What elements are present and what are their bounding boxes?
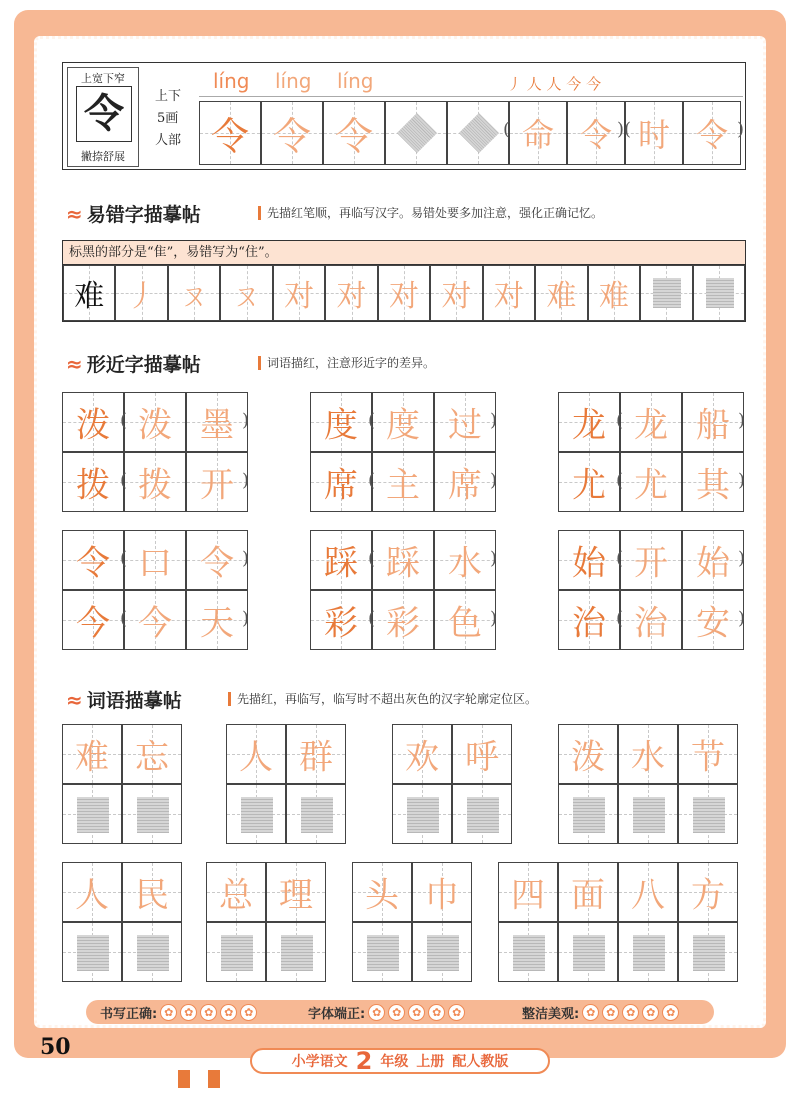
similar-char-cell (62, 452, 124, 512)
paren: ( (503, 119, 511, 140)
pinyin-1: líng (213, 69, 250, 93)
section2-note: 词语描红，注意形近字的差异。 (258, 356, 435, 370)
word-char: 群 (299, 737, 333, 778)
radical-label: 人部 (155, 133, 182, 148)
word-char: 民 (135, 875, 169, 916)
word-char: 墨 (200, 405, 234, 446)
section2-title-text: 形近字描摹帖 (86, 354, 201, 376)
pinyin-3: líng (337, 69, 374, 93)
outline-guide (653, 278, 681, 308)
section3-title-text: 词语描摹帖 (86, 690, 182, 712)
bottom-label: 撇捺舒展 (81, 150, 125, 163)
stroke-step: 丿 (126, 279, 157, 314)
word-trace-cell (372, 590, 434, 650)
stroke-step-cell (325, 265, 377, 321)
similar-char-cell (310, 392, 372, 452)
word-trace-cell (372, 392, 434, 452)
outline-guide (459, 113, 499, 153)
outline-guide (706, 278, 734, 308)
word-trace-cell (678, 724, 738, 784)
similar-char-cell (62, 392, 124, 452)
paren: ) (490, 608, 498, 629)
word-trace-cell (226, 724, 286, 784)
stroke-step: 对 (388, 279, 419, 314)
stroke-step: 对 (336, 279, 367, 314)
word-trace-cell (498, 862, 558, 922)
star-icon[interactable]: ✿ (368, 1004, 385, 1021)
paren: ) (738, 470, 746, 491)
word-char: 泼 (138, 405, 172, 446)
paren: )( (617, 119, 632, 140)
star-icon[interactable]: ✿ (622, 1004, 639, 1021)
similar-char: 拨 (76, 465, 110, 506)
top-label: 上宽下窄 (81, 72, 125, 85)
word-char: 度 (386, 405, 420, 446)
word-practice-cell[interactable] (678, 784, 738, 844)
trace-char-1: 令 (210, 114, 249, 159)
star-icon[interactable]: ✿ (180, 1004, 197, 1021)
paren: ) (738, 548, 746, 569)
similar-char: 始 (572, 543, 606, 584)
section2-title (66, 350, 201, 377)
outline-guide (633, 935, 665, 971)
stroke-step: 对 (493, 279, 524, 314)
word-trace-cell (620, 392, 682, 452)
star-icon[interactable]: ✿ (428, 1004, 445, 1021)
word-char: 方 (691, 875, 725, 916)
word-trace-cell (124, 530, 186, 590)
similar-char: 彩 (324, 603, 358, 644)
similar-group (558, 392, 744, 512)
word-trace-cell (372, 530, 434, 590)
word-char: 水 (631, 737, 665, 778)
similar-char-cell (310, 452, 372, 512)
paren: ( (368, 548, 376, 569)
word-trace-cell (392, 724, 452, 784)
star-icon[interactable]: ✿ (160, 1004, 177, 1021)
stroke-order: 丿 人 人 今 今 (507, 75, 602, 93)
trace-cell-1 (199, 101, 261, 165)
paren: ) (242, 608, 250, 629)
paren: ( (368, 470, 376, 491)
structure-label: 上下 (155, 89, 182, 104)
word-practice-cell[interactable] (62, 784, 122, 844)
paren: ( (616, 608, 624, 629)
section1-hint: 标黑的部分是“隹”，易错写为“住”。 (63, 241, 745, 265)
strokes-label: 5画 (157, 111, 179, 126)
word-trace-cell (186, 530, 248, 590)
word-char: 始 (696, 543, 730, 584)
star-icon[interactable]: ✿ (582, 1004, 599, 1021)
outline-guide (633, 797, 665, 833)
outline-guide (513, 935, 545, 971)
stroke-step: 难 (598, 279, 629, 314)
example-char-cell (63, 265, 115, 321)
word-trace-cell (678, 862, 738, 922)
word-char: 泼 (571, 737, 605, 778)
outline-guide (397, 113, 437, 153)
similar-char: 令 (76, 543, 110, 584)
paren: ) (490, 470, 498, 491)
stroke-step-cell (535, 265, 587, 321)
footer-book-info (250, 1048, 550, 1074)
word-practice-cell[interactable] (678, 922, 738, 982)
rating-correct (100, 1003, 257, 1022)
rating-label-font: 字体端正: (308, 1007, 366, 1022)
word-char: 治 (634, 603, 668, 644)
word-trace-cell (266, 862, 326, 922)
section3-title (66, 686, 182, 713)
rating-neat-font (308, 1003, 465, 1022)
stroke-step-cell (115, 265, 167, 321)
word-char: 令 (200, 543, 234, 584)
star-icon[interactable]: ✿ (602, 1004, 619, 1021)
trace-cell-3 (323, 101, 385, 165)
word-char: 人 (75, 875, 109, 916)
stroke-step-cell (483, 265, 535, 321)
word-practice-cell[interactable] (226, 784, 286, 844)
main-char-box (67, 67, 139, 167)
word-trace-cell (412, 862, 472, 922)
outline-guide (467, 797, 499, 833)
word-practice-cell[interactable] (498, 922, 558, 982)
section1-note: 先描红笔顺，再临写汉字。易错处要多加注意，强化正确记忆。 (258, 206, 603, 220)
star-icon[interactable]: ✿ (240, 1004, 257, 1021)
word-practice-cell[interactable] (618, 784, 678, 844)
section1-title-text: 易错字描摹帖 (86, 204, 201, 226)
similar-char-cell (62, 590, 124, 650)
pinyin-row (199, 67, 743, 97)
section1-title (66, 200, 201, 227)
word-char: 尤 (634, 465, 668, 506)
word-char: 头 (365, 875, 399, 916)
word-char: 四 (511, 875, 545, 916)
paren: ) (242, 548, 250, 569)
star-icon[interactable]: ✿ (220, 1004, 237, 1021)
word-char: 口 (138, 543, 172, 584)
paren: ( (616, 470, 624, 491)
footer-mark (208, 1070, 220, 1088)
word-trace-cell (62, 724, 122, 784)
word-practice-cell[interactable] (122, 922, 182, 982)
similar-char: 尤 (572, 465, 606, 506)
word-char: 主 (386, 465, 420, 506)
word-trace-cell (620, 590, 682, 650)
word-char: 彩 (386, 603, 420, 644)
word-char: 色 (448, 603, 482, 644)
word-trace-cell (186, 590, 248, 650)
word-practice-cell[interactable] (266, 922, 326, 982)
word-trace-cell (682, 530, 744, 590)
word-trace-cell (620, 452, 682, 512)
trace-char-3: 令 (334, 114, 373, 159)
word2-char-1: 时 (637, 116, 670, 154)
paren: ) (737, 119, 745, 140)
similar-char: 泼 (76, 405, 110, 446)
word1-char-1: 命 (521, 116, 554, 154)
word-practice-cell[interactable] (452, 784, 512, 844)
word-char: 呼 (465, 737, 499, 778)
lesson-header (62, 62, 746, 170)
word-char: 船 (696, 405, 730, 446)
word-practice-cell[interactable] (558, 922, 618, 982)
similar-char-cell (310, 530, 372, 590)
word-char: 欢 (405, 737, 439, 778)
outline-guide (137, 935, 169, 971)
paren: ( (120, 608, 128, 629)
word-practice-cell[interactable] (558, 784, 618, 844)
paren: ) (490, 548, 498, 569)
stroke-step-cell (430, 265, 482, 321)
similar-char-cell (310, 590, 372, 650)
star-icon[interactable]: ✿ (662, 1004, 679, 1021)
outline-guide (407, 797, 439, 833)
stroke-step: ㄡ (231, 279, 262, 314)
outline-guide (241, 797, 273, 833)
practice-cell[interactable] (693, 265, 745, 321)
stroke-steps-row (63, 265, 745, 321)
word-trace-cell (434, 452, 496, 512)
word-char: 开 (634, 543, 668, 584)
similar-char: 龙 (572, 405, 606, 446)
word2-cell-2 (683, 101, 741, 165)
footer-subject: 小学语文 (291, 1054, 348, 1070)
word-practice-cell[interactable] (352, 922, 412, 982)
word-char: 理 (279, 875, 313, 916)
paren: ( (120, 548, 128, 569)
word-trace-cell (682, 452, 744, 512)
word-char: 节 (691, 737, 725, 778)
word-char: 踩 (386, 543, 420, 584)
paren: ) (738, 608, 746, 629)
word-practice-cell[interactable] (618, 922, 678, 982)
outline-guide (301, 797, 333, 833)
word-trace-cell (372, 452, 434, 512)
wave-icon: ≈ (66, 687, 83, 712)
outline-guide (221, 935, 253, 971)
word-char: 八 (631, 875, 665, 916)
trace-cell-2 (261, 101, 323, 165)
word-trace-cell (122, 862, 182, 922)
paren: ) (242, 470, 250, 491)
footer-edition: 配人教版 (452, 1054, 509, 1070)
word-trace-cell (558, 862, 618, 922)
word-trace-cell (618, 862, 678, 922)
trace-char-2: 令 (272, 114, 311, 159)
outline-guide (137, 797, 169, 833)
similar-group (62, 530, 248, 650)
section3-note: 先描红，再临写，临写时不超出灰色的汉字轮廓定位区。 (228, 692, 537, 706)
word2-cell-1 (625, 101, 683, 165)
paren: ( (368, 410, 376, 431)
stroke-step-cell (220, 265, 272, 321)
page-number: 50 (40, 1034, 71, 1060)
word-char: 过 (448, 405, 482, 446)
star-icon[interactable]: ✿ (408, 1004, 425, 1021)
word-trace-cell (206, 862, 266, 922)
word-trace-cell (122, 724, 182, 784)
rating-label-clean: 整洁美观: (522, 1007, 580, 1022)
stroke-step: 对 (284, 279, 315, 314)
similar-char-cell (62, 530, 124, 590)
similar-char: 今 (76, 603, 110, 644)
outline-guide (281, 935, 313, 971)
word-trace-cell (434, 590, 496, 650)
similar-group (310, 530, 496, 650)
outline-guide (693, 797, 725, 833)
outline-guide (693, 935, 725, 971)
paren: ( (368, 608, 376, 629)
similar-char-cell (558, 452, 620, 512)
similar-group (558, 530, 744, 650)
star-icon[interactable]: ✿ (388, 1004, 405, 1021)
word-char: 其 (696, 465, 730, 506)
word-char: 难 (75, 737, 109, 778)
word-practice-cell[interactable] (206, 922, 266, 982)
word-practice-cell[interactable] (62, 922, 122, 982)
word-practice-cell[interactable] (392, 784, 452, 844)
word-char: 今 (138, 603, 172, 644)
rating-label-correct: 书写正确: (100, 1007, 158, 1022)
pinyin-2: líng (275, 69, 312, 93)
footer-volume: 上册 (416, 1054, 445, 1070)
similar-char-cell (558, 590, 620, 650)
word-trace-cell (434, 392, 496, 452)
word-char: 龙 (634, 405, 668, 446)
similar-char: 踩 (324, 543, 358, 584)
practice-cell-2[interactable] (447, 101, 509, 165)
word-char: 席 (448, 465, 482, 506)
stroke-step-cell (168, 265, 220, 321)
word-char: 巾 (425, 875, 459, 916)
word-char: 忘 (135, 737, 169, 778)
similar-char-cell (558, 530, 620, 590)
word-trace-cell (682, 590, 744, 650)
similar-group (310, 392, 496, 512)
star-icon[interactable]: ✿ (448, 1004, 465, 1021)
word-practice-cell[interactable] (286, 784, 346, 844)
word2-char-2: 令 (695, 116, 728, 154)
outline-guide (367, 935, 399, 971)
similar-char: 治 (572, 603, 606, 644)
word-practice-cell[interactable] (122, 784, 182, 844)
wave-icon: ≈ (66, 201, 83, 226)
rating-clean (522, 1003, 679, 1022)
similar-char-cell (558, 392, 620, 452)
word-char: 人 (239, 737, 273, 778)
word-trace-cell (186, 452, 248, 512)
word-practice-cell[interactable] (412, 922, 472, 982)
similar-char: 席 (324, 465, 358, 506)
word-trace-cell (62, 862, 122, 922)
footer-mark (178, 1070, 190, 1088)
word-char: 天 (200, 603, 234, 644)
word-char: 开 (200, 465, 234, 506)
outline-guide (573, 797, 605, 833)
outline-guide (573, 935, 605, 971)
word1-cell-1 (509, 101, 567, 165)
word-trace-cell (618, 724, 678, 784)
word1-char-2: 令 (579, 116, 612, 154)
paren: ) (242, 410, 250, 431)
similar-group (62, 392, 248, 512)
practice-cell[interactable] (640, 265, 692, 321)
wave-icon: ≈ (66, 351, 83, 376)
footer-grade-label: 年级 (380, 1054, 409, 1070)
stroke-step-cell (378, 265, 430, 321)
word-char: 面 (571, 875, 605, 916)
outline-guide (427, 935, 459, 971)
paren: ( (120, 470, 128, 491)
star-icon[interactable]: ✿ (642, 1004, 659, 1021)
practice-cell-1[interactable] (385, 101, 447, 165)
section1-table (62, 240, 746, 322)
paren: ( (616, 410, 624, 431)
stroke-step: ㄡ (179, 279, 210, 314)
main-char: 令 (76, 86, 132, 142)
word-trace-cell (186, 392, 248, 452)
star-icon[interactable]: ✿ (200, 1004, 217, 1021)
stroke-step-cell (588, 265, 640, 321)
word-trace-cell (434, 530, 496, 590)
stroke-step: 对 (441, 279, 472, 314)
paren: ( (616, 548, 624, 569)
word-trace-cell (558, 724, 618, 784)
word-trace-cell (286, 724, 346, 784)
outline-guide (77, 797, 109, 833)
word-trace-cell (682, 392, 744, 452)
paren: ) (738, 410, 746, 431)
word-char: 拨 (138, 465, 172, 506)
word-trace-cell (620, 530, 682, 590)
footer-grade-number: 2 (355, 1047, 373, 1075)
paren: ) (490, 410, 498, 431)
word-trace-cell (352, 862, 412, 922)
word-char: 安 (696, 603, 730, 644)
rating-bar (86, 1000, 714, 1024)
outline-guide (77, 935, 109, 971)
word-trace-cell (124, 392, 186, 452)
example-char: 难 (74, 279, 105, 314)
word-trace-cell (452, 724, 512, 784)
word-char: 水 (448, 543, 482, 584)
word-char: 总 (219, 875, 253, 916)
paren: ( (120, 410, 128, 431)
stroke-step: 难 (546, 279, 577, 314)
word-trace-cell (124, 590, 186, 650)
word-trace-cell (124, 452, 186, 512)
similar-char: 度 (324, 405, 358, 446)
stroke-step-cell (273, 265, 325, 321)
